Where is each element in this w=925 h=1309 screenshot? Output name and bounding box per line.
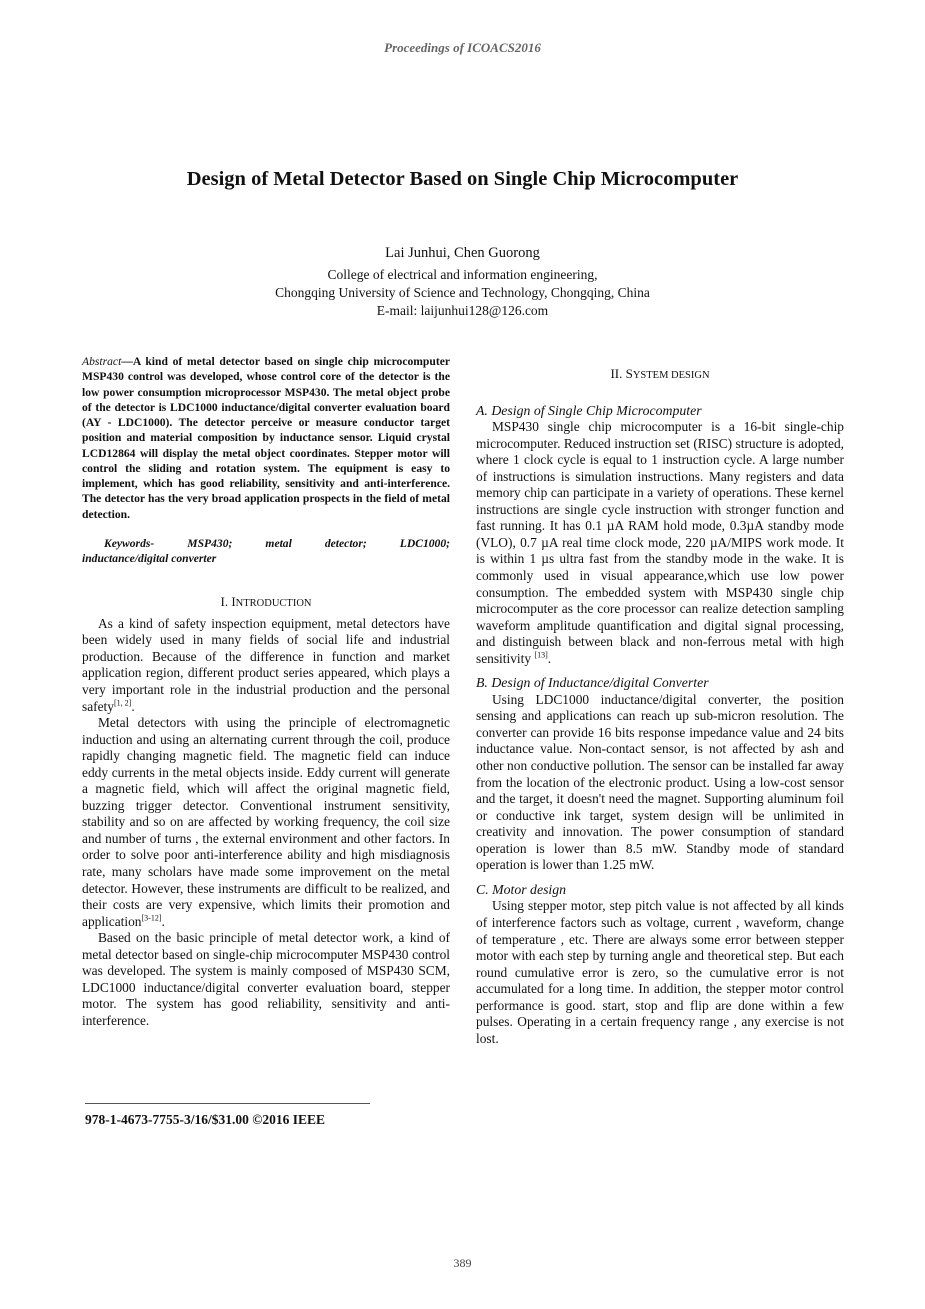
abstract-text: —A kind of metal detector based on single chip microcomputer MSP430 control was developed, whose control core of the detector is the low power consumption microprocessor MSP430. The metal object probe of the detector is LDC1000 inductance/digital converter evaluation board (AY - LDC1000). The detector perceive or measure conductor target position and material composition by inductance sensor. Liquid crystal LCD12864 will display the metal object coordinates. Stepper motor will control the sliding and rotation system. The equipment is easy to implement, which has good reliability, sensitivity and anti-interference. The detector has the very broad application prospects in the field of metal detection.: [82, 355, 450, 521]
paragraph-text: MSP430 single chip microcomputer is a 16-bit single-chip microcomputer. Reduced instruction set (RISC) structure is adopted, where 1 clock cycle is equal to 1 instruction cycle. A large number of instructions is simulation instructions. Many registers and data memory chip can participate in a variety of operations. These kernel instructions are single cycle instruction with stronger function and fast running. It has 0.1 µA RAM hold mode, 0.3µA standby mode (VLO), 0.7 µA real time clock mode, 220 µA/MIPS work mode. It is within 1 µs ultra fast from the standby mode in the wake. It is commonly used in visual appearance,which use low power consumption. The embedded system with MSP430 single chip microcomputer as the core processor can realize detection sampling waveform amplitude quantification and digital signal processing, and distinguish between black and non-ferrous metal with high sensitivity: [476, 419, 844, 666]
section-number: I. I: [220, 594, 236, 610]
subsection-b-title: B. Design of Inductance/digital Converter: [476, 675, 709, 691]
section-title: NTRODUCTION: [235, 598, 312, 610]
subsection-a-text: [476, 419, 844, 667]
paragraph-end: .: [161, 913, 165, 929]
running-head: Proceedings of ICOACS2016: [384, 40, 541, 55]
abstract-label: Abstract: [82, 355, 122, 368]
paragraph-end: .: [131, 698, 135, 714]
subsection-c-text: Using stepper motor, step pitch value is not affected by all kinds of interference factors such as voltage, current , waveform, change of temperature , etc. There are always some error between stepper motor with each step by turning angle and theoretical step. But each round cumulative error is zero, so the cumulative error is not accumulated for a long time. In addition, the stepper motor control performance is good. start, stop and flip are done within a few pulses. Operating in a certain frequency range , any exercise is not lost.: [476, 898, 844, 1046]
author-email: E-mail: laijunhui128@126.com: [376, 303, 549, 318]
keywords-line-2: inductance/digital converter: [82, 552, 217, 565]
affiliation-line-1: College of electrical and information engineering,: [327, 267, 598, 282]
paragraph-text: As a kind of safety inspection equipment, metal detectors have been widely used in many fields of social life and industrial production. Because of the difference in function and market application region, different product series appeared, which plays a very important role in the industrial production and the personal safety: [82, 615, 450, 714]
footnote-rule: [85, 1103, 370, 1104]
abstract: [82, 354, 450, 522]
right-column: [476, 366, 844, 1047]
subsection-b-text: Using LDC1000 inductance/digital converter, the position sensing and applications can reach up sub-micron resolution. The converter can provide 16 bits response impedance value and 24 bits inductance value. Non-contact sensor, is not affected by ash and other non conductive pollution. The sensor can be installed far away from the location of the electronic product. Using a low-cost sensor and the target, it doesn't need the magnet. Supporting aluminum foil or conductive ink target, system design will be unlimited in creativity and innovation. The power consumption of standard operation is lower than 8.5 mW. Standby mode of standard operation is lower than 1.25 mW.: [476, 691, 844, 873]
intro-paragraph-2: [82, 715, 450, 930]
subsection-c-title: C. Motor design: [476, 881, 567, 897]
affiliation-line-2: Chongqing University of Science and Technology, Chongqing, China: [275, 285, 650, 300]
keywords-line-1: Keywords- MSP430; metal detector; LDC1000;: [104, 536, 450, 550]
citation: [13]: [534, 650, 548, 660]
paragraph-text: Metal detectors with using the principle of electromagnetic induction and using an alternating current through the coil, produce rapidly changing magnetic field. The magnetic field can induce eddy currents in the metal objects inside. Eddy current will generate a magnetic field, which will affect the original magnetic field, buzzing trigger detector. Conventional instrument sensitivity, stability and so on are affected by working frequency, the coil size and number of turns , the external environment and other factors. In order to solve poor anti-interference ability and high misdiagnosis rate, many scholars have made some improvement on the metal detector. However, these instruments are difficult to be realized, and their costs are very expensive, which limits their promotion and application: [82, 715, 450, 929]
section-heading-system-design: [476, 366, 844, 385]
authors: Lai Junhui, Chen Guorong: [385, 245, 540, 261]
intro-paragraph-1: [82, 616, 450, 715]
citation: [3-12]: [141, 913, 162, 923]
paragraph-end: .: [547, 650, 552, 666]
isbn-copyright: 978-1-4673-7755-3/16/$31.00 ©2016 IEEE: [85, 1112, 325, 1127]
affiliation: [0, 266, 925, 320]
section-heading-introduction: [82, 594, 450, 613]
citation: [1, 2]: [113, 698, 132, 708]
section-number: II. S: [610, 366, 633, 381]
intro-paragraph-3: Based on the basic principle of metal detector work, a kind of metal detector based on single-chip microcomputer MSP430 control was developed. The system is mainly composed of MSP430 SCM, LDC1000 inductance/digital converter evaluation board, stepper motor. The system has good reliability, sensitivity and anti- interference.: [82, 930, 450, 1028]
page-number: 389: [453, 1256, 472, 1270]
left-column: [82, 354, 450, 1029]
paper-title: Design of Metal Detector Based on Single Chip Microcomputer: [186, 168, 739, 190]
section-title: YSTEM DESIGN: [632, 370, 710, 381]
subsection-a-title: A. Design of Single Chip Microcomputer: [476, 402, 702, 418]
